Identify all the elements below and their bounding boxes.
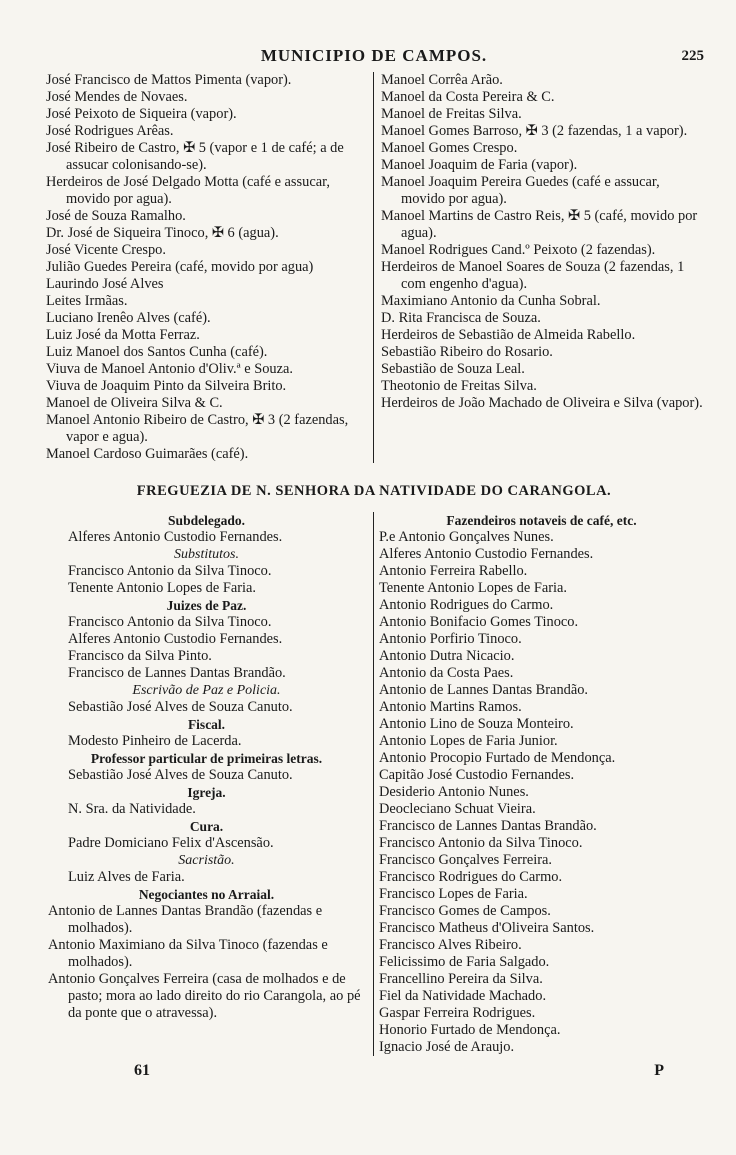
list-item: Antonio Lino de Souza Monteiro. [379, 716, 574, 732]
list-item: Manoel Martins de Castro Reis, ✠ 5 (café, movido por agua). [381, 208, 698, 241]
sacristao-heading: Sacristão. [178, 853, 235, 868]
list-item: Manoel Rodrigues Cand.º Peixoto (2 fazendas). [381, 242, 656, 258]
list-item: Manoel Gomes Crespo. [381, 140, 518, 156]
list-item: Antonio Bonifacio Gomes Tinoco. [379, 614, 579, 630]
list-item: Francisco de Lannes Dantas Brandão. [379, 818, 597, 834]
list-item: José Francisco de Mattos Pimenta (vapor). [46, 72, 292, 88]
igreja-name: N. Sra. da Natividade. [68, 801, 196, 817]
juizes-heading: Juizes de Paz. [166, 598, 247, 613]
list-item: Antonio da Costa Paes. [379, 665, 514, 681]
signature-letter: P [654, 1062, 664, 1079]
list-item: Laurindo José Alves [46, 276, 164, 292]
list-item: Tenente Antonio Lopes de Faria. [379, 580, 568, 596]
list-item: Julião Guedes Pereira (café, movido por agua) [46, 259, 314, 275]
professor-heading: Professor particular de primeiras letras. [90, 751, 323, 766]
list-item: Antonio Gonçalves Ferreira (casa de molhados e de pasto; mora ao lado direito do rio Carangola, ao pé da ponte que o atravessa). [48, 971, 361, 1021]
list-item: Francisco da Silva Pinto. [68, 648, 212, 664]
list-item: Francisco Antonio da Silva Tinoco. [379, 835, 583, 851]
list-item: Herdeiros de Manoel Soares de Souza (2 fazendas, 1 com engenho d'agua). [381, 259, 685, 292]
professor-name: Sebastião José Alves de Souza Canuto. [68, 767, 293, 783]
list-item: Antonio Maximiano da Silva Tinoco (fazendas e molhados). [48, 937, 328, 970]
list-item: Gaspar Ferreira Rodrigues. [379, 1005, 536, 1021]
top-section [44, 72, 704, 463]
list-item: Herdeiros de José Delgado Motta (café e assucar, movido por agua). [46, 174, 330, 207]
list-item: Herdeiros de Sebastião de Almeida Rabello. [381, 327, 636, 343]
list-item: Manoel de Freitas Silva. [381, 106, 522, 122]
list-item: Felicissimo de Faria Salgado. [379, 954, 550, 970]
list-item: Francellino Pereira da Silva. [379, 971, 543, 987]
list-item: Desiderio Antonio Nunes. [379, 784, 529, 800]
list-item: Dr. José de Siqueira Tinoco, ✠ 6 (agua). [46, 225, 279, 241]
substitutos-heading: Substitutos. [174, 547, 239, 562]
list-item: José Ribeiro de Castro, ✠ 5 (vapor e 1 de café; a de assucar colonisando-se). [46, 140, 344, 173]
list-item: Herdeiros de João Machado de Oliveira e Silva (vapor). [381, 395, 703, 411]
list-item: Tenente Antonio Lopes de Faria. [68, 580, 257, 596]
sacristao-name: Luiz Alves de Faria. [68, 869, 185, 885]
list-item: Manoel Cardoso Guimarães (café). [46, 446, 249, 462]
list-item: José de Souza Ramalho. [46, 208, 186, 224]
list-item: Antonio de Lannes Dantas Brandão. [379, 682, 589, 698]
list-item: Ignacio José de Araujo. [379, 1039, 515, 1055]
negociantes-heading: Negociantes no Arraial. [138, 887, 275, 902]
page-number: 225 [681, 48, 704, 64]
list-item: Francisco Antonio da Silva Tinoco. [68, 563, 272, 579]
page-footer [44, 1062, 704, 1086]
list-item: Antonio Procopio Furtado de Mendonça. [379, 750, 616, 766]
list-item: Theotonio de Freitas Silva. [381, 378, 537, 394]
list-item: Deocleciano Schuat Vieira. [379, 801, 536, 817]
list-item: Francisco Antonio da Silva Tinoco. [68, 614, 272, 630]
fazendeiros-heading: Fazendeiros notaveis de café, etc. [446, 513, 637, 528]
list-item: Manoel Joaquim Pereira Guedes (café e assucar, movido por agua). [381, 174, 660, 207]
list-item: Sebastião Ribeiro do Rosario. [381, 344, 553, 360]
subdelegado-heading: Subdelegado. [168, 513, 245, 528]
running-head [44, 44, 704, 72]
list-item: Viuva de Manoel Antonio d'Oliv.ª e Souza. [46, 361, 293, 377]
page-title: MUNICIPIO DE CAMPOS. [260, 46, 488, 65]
list-item: Luiz Manoel dos Santos Cunha (café). [46, 344, 268, 360]
escrivao-name: Sebastião José Alves de Souza Canuto. [68, 699, 293, 715]
list-item: Francisco Matheus d'Oliveira Santos. [379, 920, 595, 936]
list-item: Honorio Furtado de Mendonça. [379, 1022, 561, 1038]
list-item: Antonio Martins Ramos. [379, 699, 522, 715]
list-item: Francisco Rodrigues do Carmo. [379, 869, 563, 885]
list-item: D. Rita Francisca de Souza. [381, 310, 541, 326]
list-item: Francisco Gomes de Campos. [379, 903, 551, 919]
list-item: Francisco de Lannes Dantas Brandão. [68, 665, 286, 681]
list-item: Luiz José da Motta Ferraz. [46, 327, 200, 343]
fiscal-heading: Fiscal. [187, 717, 226, 732]
freguezia-left-column [44, 512, 374, 1056]
list-item: Antonio Lopes de Faria Junior. [379, 733, 558, 749]
list-item: Antonio Rodrigues do Carmo. [379, 597, 554, 613]
list-item: Manoel da Costa Pereira & C. [381, 89, 555, 105]
list-item: Alferes Antonio Custodio Fernandes. [68, 631, 283, 647]
top-left-column [44, 72, 374, 463]
list-item: Antonio Dutra Nicacio. [379, 648, 515, 664]
cura-name: Padre Domiciano Felix d'Ascensão. [68, 835, 274, 851]
signature-number: 61 [134, 1062, 150, 1079]
list-item: Capitão José Custodio Fernandes. [379, 767, 575, 783]
freguezia-right-column [374, 512, 704, 1056]
list-item: Manoel Gomes Barroso, ✠ 3 (2 fazendas, 1 a vapor). [381, 123, 688, 139]
list-item: Manoel Joaquim de Faria (vapor). [381, 157, 578, 173]
list-item: Manoel Antonio Ribeiro de Castro, ✠ 3 (2 fazendas, vapor e agua). [46, 412, 349, 445]
list-item: José Mendes de Novaes. [46, 89, 188, 105]
fiscal-name: Modesto Pinheiro de Lacerda. [68, 733, 242, 749]
freguezia-section [44, 512, 704, 1056]
list-item: Antonio de Lannes Dantas Brandão (fazendas e molhados). [48, 903, 323, 936]
list-item: P.e Antonio Gonçalves Nunes. [379, 529, 554, 545]
escrivao-heading: Escrivão de Paz e Policia. [132, 683, 281, 698]
igreja-heading: Igreja. [187, 785, 226, 800]
list-item: José Rodrigues Arêas. [46, 123, 174, 139]
list-item: Leites Irmãas. [46, 293, 128, 309]
list-item: José Vicente Crespo. [46, 242, 166, 258]
list-item: Alferes Antonio Custodio Fernandes. [379, 546, 594, 562]
list-item: Luciano Irenêo Alves (café). [46, 310, 211, 326]
list-item: Antonio Ferreira Rabello. [379, 563, 528, 579]
document-page [44, 44, 704, 1086]
list-item: Antonio Porfirio Tinoco. [379, 631, 522, 647]
list-item: José Peixoto de Siqueira (vapor). [46, 106, 237, 122]
cura-heading: Cura. [189, 819, 224, 834]
subdelegado-name: Alferes Antonio Custodio Fernandes. [68, 529, 283, 545]
list-item: Francisco Gonçalves Ferreira. [379, 852, 553, 868]
list-item: Maximiano Antonio da Cunha Sobral. [381, 293, 601, 309]
list-item: Francisco Lopes de Faria. [379, 886, 528, 902]
list-item: Fiel da Natividade Machado. [379, 988, 547, 1004]
list-item: Viuva de Joaquim Pinto da Silveira Brito. [46, 378, 287, 394]
top-right-column [374, 72, 704, 463]
list-item: Sebastião de Souza Leal. [381, 361, 525, 377]
list-item: Francisco Alves Ribeiro. [379, 937, 522, 953]
list-item: Manoel de Oliveira Silva & C. [46, 395, 223, 411]
freguezia-heading: FREGUEZIA DE N. SENHORA DA NATIVIDADE DO CARANGOLA. [136, 483, 612, 499]
list-item: Manoel Corrêa Arão. [381, 72, 503, 88]
